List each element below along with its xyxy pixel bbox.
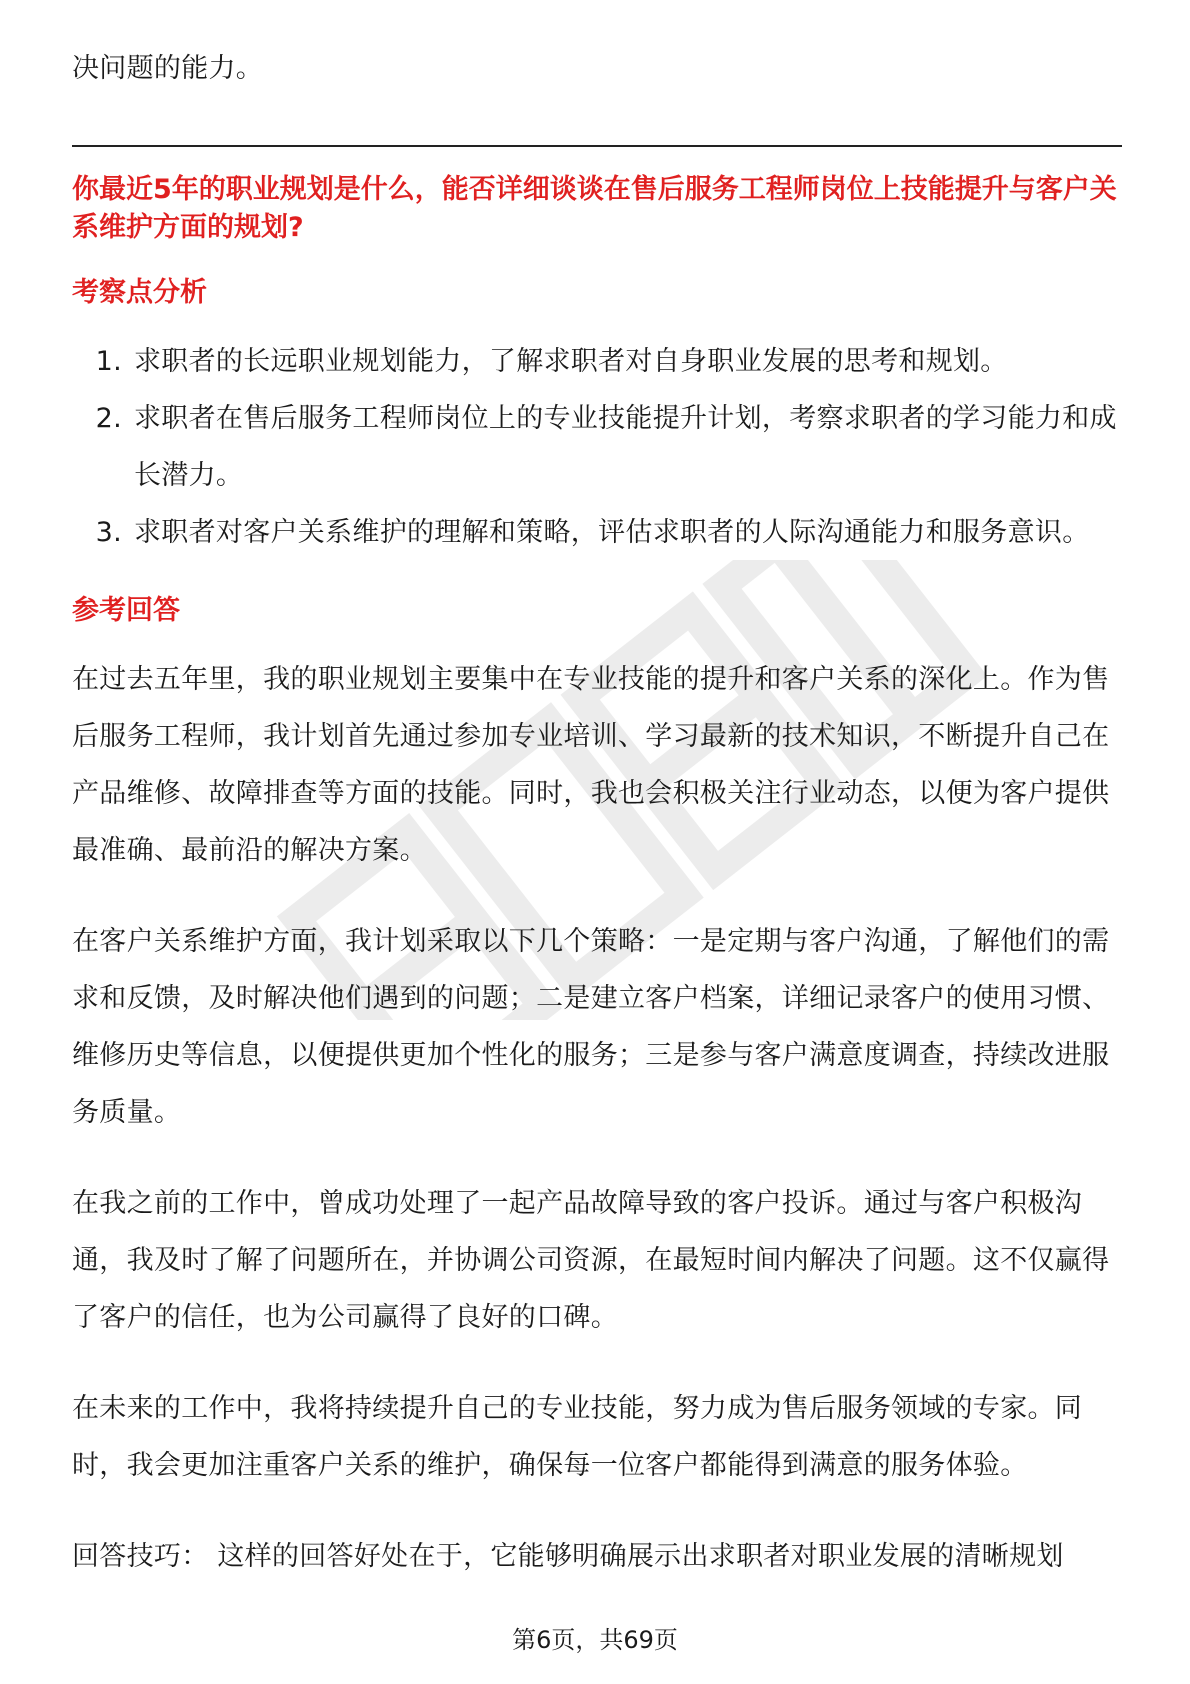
section-divider: [72, 145, 1122, 147]
list-item-number: 2.: [95, 403, 122, 434]
answer-paragraph: 在我之前的工作中，曾成功处理了一起产品故障导致的客户投诉。通过与客户积极沟通，我及时了解了问题所在，并协调公司资源，在最短时间内解决了问题。这不仅赢得了客户的信任，也为公司赢得了良好的口碑。: [72, 1188, 1110, 1333]
list-item-number: 3.: [95, 517, 122, 548]
answer-heading: 参考回答: [72, 595, 180, 626]
page-content: [72, 40, 1122, 1585]
answer-tip-text: 回答技巧： 这样的回答好处在于，它能够明确展示出求职者对职业发展的清晰规划: [72, 1541, 1064, 1572]
analysis-list: [72, 333, 1122, 561]
list-item: [72, 504, 1122, 561]
intro-tail-text: 决问题的能力。: [72, 53, 264, 84]
answer-paragraph: 在未来的工作中，我将持续提升自己的专业技能，努力成为售后服务领域的专家。同时，我会更加注重客户关系的维护，确保每一位客户都能得到满意的服务体验。: [72, 1393, 1083, 1481]
question-heading: 你最近5年的职业规划是什么，能否详细谈谈在售后服务工程师岗位上技能提升与客户关系维护方面的规划?: [72, 174, 1117, 243]
list-item-text: 求职者在售后服务工程师岗位上的专业技能提升计划，考察求职者的学习能力和成长潜力。: [134, 403, 1117, 491]
analysis-heading: 考察点分析: [72, 277, 207, 308]
list-item-text: 求职者对客户关系维护的理解和策略，评估求职者的人际沟通能力和服务意识。: [134, 517, 1090, 548]
list-item-text: 求职者的长远职业规划能力，了解求职者对自身职业发展的思考和规划。: [134, 346, 1008, 377]
answer-paragraph: 在客户关系维护方面，我计划采取以下几个策略：一是定期与客户沟通，了解他们的需求和反馈，及时解决他们遇到的问题；二是建立客户档案，详细记录客户的使用习惯、维修历史等信息，以便提供更加个性化的服务；三是参与客户满意度调查，持续改进服务质量。: [72, 926, 1110, 1128]
list-item: [72, 390, 1122, 504]
list-item: [72, 333, 1122, 390]
list-item-number: 1.: [95, 346, 122, 377]
answer-paragraph: 在过去五年里，我的职业规划主要集中在专业技能的提升和客户关系的深化上。作为售后服务工程师，我计划首先通过参加专业培训、学习最新的技术知识，不断提升自己在产品维修、故障排查等方面的技能。同时，我也会积极关注行业动态，以便为客户提供最准确、最前沿的解决方案。: [72, 664, 1110, 866]
page-number-footer: 第6页，共69页: [512, 1626, 678, 1654]
